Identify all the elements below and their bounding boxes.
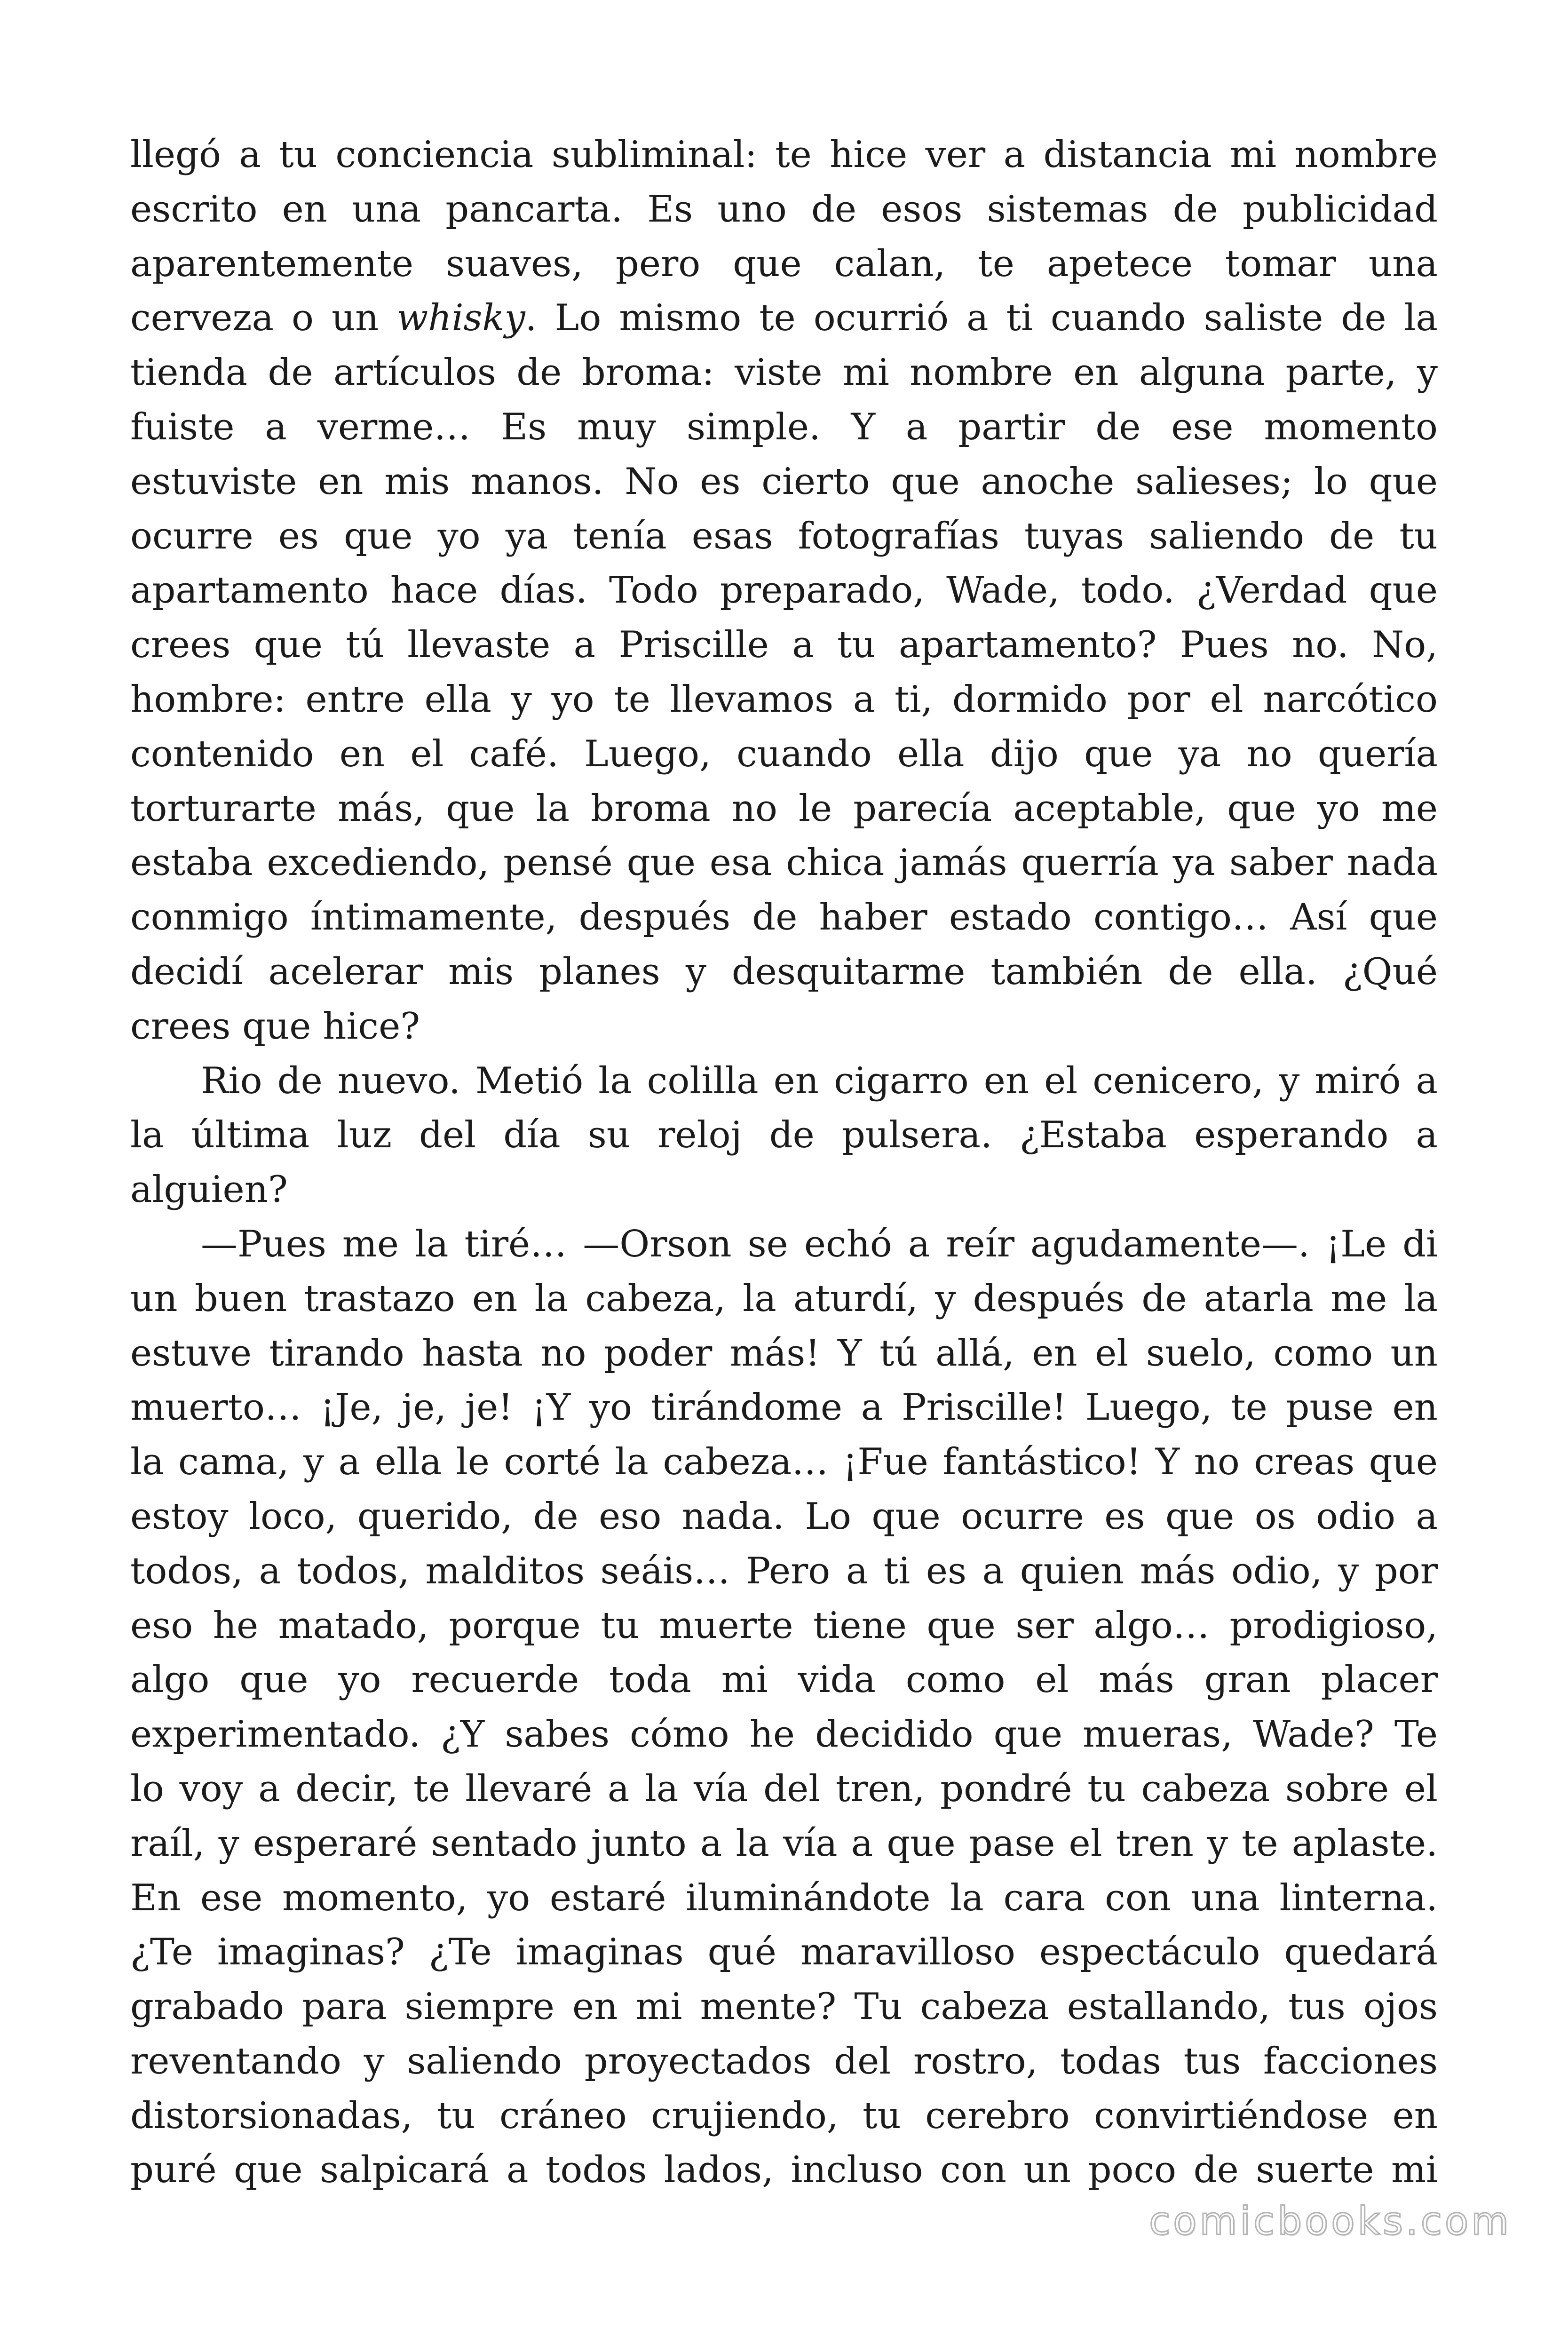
text-line: un buen trastazo en la cabeza, la aturdí, y después de atarla me la [130,1277,1438,1320]
text-line: decidí acelerar mis planes y desquitarme también de ella. ¿Qué [130,950,1438,993]
paragraph-last-line: alguien? [130,1168,288,1211]
text-run: . Lo mismo te ocurrió a ti cuando saliste de la [525,297,1438,340]
text-line: la última luz del día su reloj de pulsera. ¿Estaba esperando a [130,1114,1438,1157]
book-page-text [130,128,1438,2198]
text-line: En ese momento, yo estaré iluminándote la cara con una linterna. [130,1876,1438,1919]
text-line: estuve tirando hasta no poder más! Y tú allá, en el suelo, como un [130,1332,1438,1375]
text-line: tienda de artículos de broma: viste mi nombre en alguna parte, y [130,351,1438,394]
text-line: escrito en una pancarta. Es uno de esos sistemas de publicidad [130,188,1438,230]
text-line: conmigo íntimamente, después de haber estado contigo… Así que [130,896,1438,939]
text-line: fuiste a verme… Es muy simple. Y a partir de ese momento [130,405,1438,448]
text-line: contenido en el café. Luego, cuando ella dijo que ya no quería [130,732,1438,775]
text-line: reventando y saliendo proyectados del rostro, todas tus facciones [130,2040,1438,2082]
text-line: todos, a todos, malditos seáis… Pero a ti es a quien más odio, y por [130,1549,1438,1592]
text-line: llegó a tu conciencia subliminal: te hice ver a distancia mi nombre [130,134,1438,176]
text-line: lo voy a decir, te llevaré a la vía del tren, pondré tu cabeza sobre el [130,1767,1438,1810]
text-line: la cama, y a ella le corté la cabeza… ¡Fue fantástico! Y no creas que [130,1441,1438,1484]
watermark-logo: comicbooks.com [1149,2199,1512,2244]
text-line: algo que yo recuerde toda mi vida como el más gran placer [130,1659,1438,1701]
text-line: torturarte más, que la broma no le parecía aceptable, que yo me [130,787,1438,830]
text-line: aparentemente suaves, pero que calan, te apetece tomar una [130,242,1438,285]
text-line: distorsionadas, tu cráneo crujiendo, tu cerebro convirtiéndose en [130,2094,1438,2137]
paragraph-first-line: Rio de nuevo. Metió la colilla en cigarro en el cenicero, y miró a [201,1059,1438,1102]
text-line: puré que salpicará a todos lados, incluso con un poco de suerte mi [130,2149,1438,2192]
text-line: estuviste en mis manos. No es cierto que anoche salieses; lo que [130,460,1438,503]
text-line: apartamento hace días. Todo preparado, Wade, todo. ¿Verdad que [130,569,1438,612]
text-line: estoy loco, querido, de eso nada. Lo que ocurre es que os odio a [130,1495,1438,1538]
text-line: hombre: entre ella y yo te llevamos a ti, dormido por el narcótico [130,678,1438,721]
text-line: estaba excediendo, pensé que esa chica jamás querría ya saber nada [130,842,1438,884]
paragraph-last-line: crees que hice? [130,1005,420,1048]
text-run: cerveza o un [130,297,397,340]
paragraph-first-line: —Pues me la tiré… —Orson se echó a reír agudamente—. ¡Le di [201,1223,1438,1265]
text-line: raíl, y esperaré sentado junto a la vía a que pase el tren y te aplaste. [130,1822,1438,1865]
text-line: ¿Te imaginas? ¿Te imaginas qué maravilloso espectáculo quedará [130,1931,1438,1974]
text-line [130,291,1438,346]
text-line: experimentado. ¿Y sabes cómo he decidido que mueras, Wade? Te [130,1713,1438,1756]
italic-word: whisky [396,297,525,340]
text-line: eso he matado, porque tu muerte tiene que ser algo… prodigioso, [130,1604,1438,1647]
text-line: muerto… ¡Je, je, je! ¡Y yo tirándome a Priscille! Luego, te puse en [130,1386,1438,1429]
text-line: crees que tú llevaste a Priscille a tu apartamento? Pues no. No, [130,624,1438,667]
text-line: ocurre es que yo ya tenía esas fotografías tuyas saliendo de tu [130,515,1438,557]
text-line: grabado para siempre en mi mente? Tu cabeza estallando, tus ojos [130,1986,1438,2028]
